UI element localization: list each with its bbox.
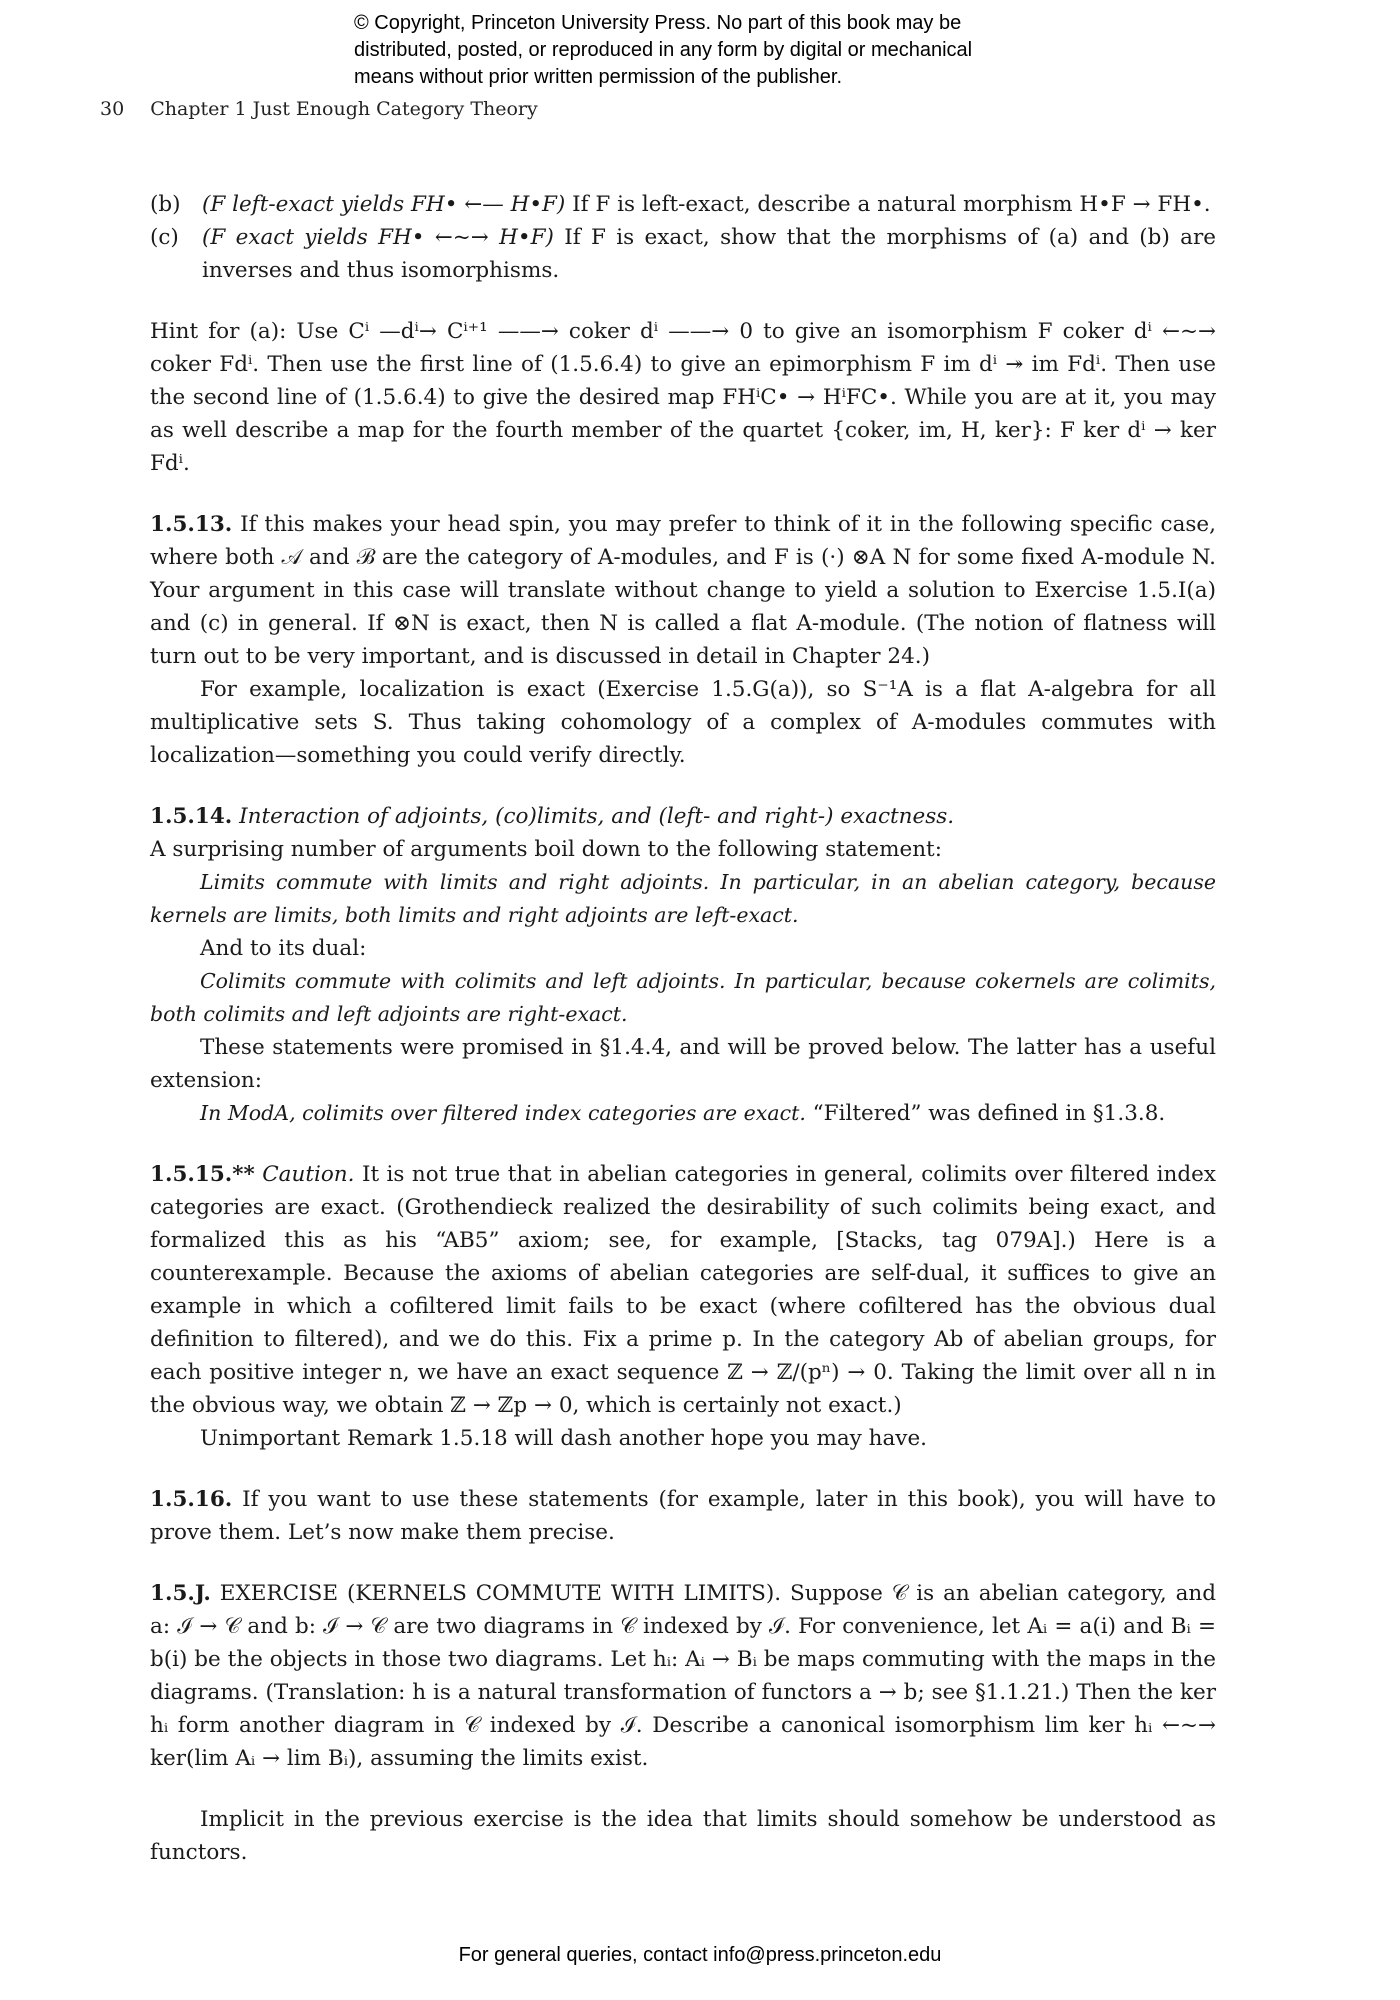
section-1-5-13 — [150, 508, 1216, 673]
item-text: If F is exact, show that the morphisms of (a) and (b) are inverses and thus isomorphisms. — [202, 225, 1216, 283]
copyright-notice — [354, 10, 1114, 91]
item-text: If F is left-exact, describe a natural morphism H•F → FH•. — [565, 192, 1211, 217]
italic-statement: Limits commute with limits and right adjoints. In particular, in an abelian category, because kernels are limits, both limits and right adjoints are left-exact. — [150, 870, 1216, 927]
section-number: 1.5.13. — [150, 512, 233, 537]
paragraph — [150, 1097, 1216, 1130]
item-label: (c) — [150, 225, 179, 250]
paragraph: And to its dual: — [200, 936, 367, 961]
paragraph-text: If this makes your head spin, you may prefer to think of it in the following specific case, where both 𝒜 and ℬ are the category of A-modules, and F is (·) ⊗A N for some fixed A-module N. Your argument in this case will translate without change to yield a solution to Exercise 1.5.I(a) and (c) in general. If ⊗N is exact, then N is called a flat A-module. (The notion of flatness will turn out to be very important, and is discussed in detail in Chapter 24.) — [150, 512, 1216, 669]
hint-paragraph: Hint for (a): Use Cⁱ —dⁱ→ Cⁱ⁺¹ ——→ coker dⁱ ——→ 0 to give an isomorphism F coker dⁱ ←~→ coker Fdⁱ. Then use the first line of (1.5.6.4) to give an epimorphism F im dⁱ ↠ im Fdⁱ. Then use the second line of (1.5.6.4) to give the desired map FHⁱC• → HⁱFC•. While you are at it, you may as well describe a map for the fourth member of the quartet {coker, im, H, ker}: F ker dⁱ → ker Fdⁱ. — [150, 319, 1216, 476]
section-title: Caution. — [254, 1162, 355, 1187]
italic-statement: In ModA, colimits over filtered index categories are exact. — [200, 1101, 806, 1125]
section-number: 1.5.15.** — [150, 1162, 255, 1187]
paragraph: For example, localization is exact (Exercise 1.5.G(a)), so S⁻¹A is a flat A-algebra for all multiplicative sets S. Thus taking cohomology of a complex of A-modules commutes with localization—something you could verify directly. — [150, 677, 1216, 768]
footer-contact: For general queries, contact info@press.princeton.edu — [458, 1944, 942, 1966]
exercise-title: EXERCISE (KERNELS COMMUTE WITH LIMITS). — [210, 1581, 782, 1606]
paragraph-text: “Filtered” was defined in §1.3.8. — [805, 1101, 1166, 1126]
italic-statement: Colimits commute with colimits and left adjoints. In particular, because cokernels are colimits, both colimits and left adjoints are right-exact. — [150, 969, 1216, 1026]
section-number: 1.5.J. — [150, 1581, 211, 1606]
exercise-item-b — [150, 188, 1216, 221]
paragraph-text: If you want to use these statements (for example, later in this book), you will have to prove them. Let’s now make them precise. — [150, 1487, 1216, 1545]
item-label: (b) — [150, 192, 181, 217]
section-1-5-14 — [150, 800, 1216, 833]
running-head — [100, 98, 538, 120]
exercise-item-c — [150, 221, 1216, 287]
paragraph: Unimportant Remark 1.5.18 will dash another hope you may have. — [200, 1426, 928, 1451]
page-body — [150, 188, 1216, 1869]
paragraph: These statements were promised in §1.4.4, and will be proved below. The latter has a useful extension: — [150, 1035, 1216, 1093]
section-number: 1.5.14. — [150, 804, 233, 829]
section-1-5-15 — [150, 1158, 1216, 1422]
section-1-5-16 — [150, 1483, 1216, 1549]
page-number: 30 — [100, 98, 125, 120]
section-title: Interaction of adjoints, (co)limits, and (left- and right-) exactness. — [232, 804, 955, 829]
exercise-1-5-J — [150, 1577, 1216, 1775]
paragraph-text: It is not true that in abelian categories in general, colimits over filtered index categories are exact. (Grothendieck realized the desirability of such colimits being exact, and formalized this as his “AB5” axiom; see, for example, [Stacks, tag 079A].) Here is a counterexample. Because the axioms of abelian categories are self-dual, it suffices to give an example in which a cofiltered limit fails to be exact (where cofiltered has the obvious dual definition to filtered), and we do this. Fix a prime p. In the category Ab of abelian groups, for each positive integer n, we have an exact sequence ℤ → ℤ/(pⁿ) → 0. Taking the limit over all n in the obvious way, we obtain ℤ → ℤp → 0, which is certainly not exact.) — [150, 1162, 1217, 1418]
item-title: (F exact yields FH• ←~→ H•F) — [202, 225, 554, 250]
copyright-line: means without prior written permission of the publisher. — [354, 66, 843, 88]
paragraph: A surprising number of arguments boil down to the following statement: — [150, 837, 942, 862]
paragraph-text: Suppose 𝒞 is an abelian category, and a: ℐ → 𝒞 and b: ℐ → 𝒞 are two diagrams in 𝒞 indexed by ℐ. For convenience, let Aᵢ = a(i) and Bᵢ = b(i) be the objects in those two diagrams. Let hᵢ: Aᵢ → Bᵢ be maps commuting with the maps in the diagrams. (Translation: h is a natural transformation of functors a → b; see §1.1.21.) Then the ker hᵢ form another diagram in 𝒞 indexed by ℐ. Describe a canonical isomorphism lim ker hᵢ ←~→ ker(lim Aᵢ → lim Bᵢ), assuming the limits exist. — [150, 1581, 1217, 1771]
closing-paragraph: Implicit in the previous exercise is the idea that limits should somehow be understood as functors. — [150, 1807, 1216, 1865]
copyright-line: distributed, posted, or reproduced in any form by digital or mechanical — [354, 39, 973, 61]
item-title: (F left-exact yields FH• ←— H•F) — [202, 192, 566, 217]
section-number: 1.5.16. — [150, 1487, 233, 1512]
chapter-title: Chapter 1 Just Enough Category Theory — [150, 98, 538, 120]
copyright-line: © Copyright, Princeton University Press. No part of this book may be — [354, 12, 962, 34]
